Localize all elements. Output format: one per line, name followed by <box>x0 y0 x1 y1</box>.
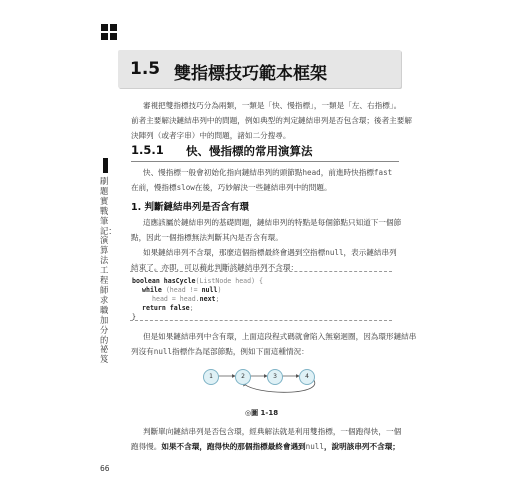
code-text: ; <box>215 295 220 303</box>
code-line-4 <box>142 304 194 312</box>
section-title-banner <box>118 50 401 88</box>
subsection-title: 快、慢指標的常用演算法 <box>186 144 313 158</box>
code-null: null <box>153 347 173 356</box>
code-keyword: boolean hasCycle <box>132 277 196 285</box>
corner-mark-icon <box>101 24 117 40</box>
text-span: 跑得慢。 <box>131 442 162 451</box>
intro-line-1: 審視把雙指標技巧分為兩類，一類是「快、慢指標」，一類是「左、右指標」。 <box>143 101 402 110</box>
code-text: head = head. <box>152 295 200 303</box>
subsection-heading <box>131 143 399 162</box>
list-node-1: 1 <box>203 369 219 385</box>
sub-intro-line-2 <box>131 180 332 195</box>
text-span: 快、慢指標一般會初始化指向鏈結串列的頭節點 <box>143 168 303 177</box>
text-span: 在前，慢指標 <box>131 183 177 192</box>
text-span: 列沒有 <box>131 347 154 356</box>
list-node-4: 4 <box>299 369 315 385</box>
section-number: 1.5 <box>130 59 161 79</box>
code-keyword: return false <box>142 304 190 312</box>
text-span: ，前進時快指標 <box>320 168 374 177</box>
side-marker-bar <box>103 158 108 173</box>
code-text: (ListNode head) { <box>195 277 264 285</box>
para3-line-1: 但是如果鏈結串列中含有環，上面這段程式碼就會陷入無窮迴圈，因為環形鏈結串 <box>143 332 417 341</box>
code-keyword: while <box>142 286 162 294</box>
text-span: ，表示鏈結串列 <box>343 248 397 257</box>
code-line-2 <box>142 286 221 294</box>
para4-line-1: 判斷單向鏈結串列是否包含環，經典解法就是利用雙指標，一個跑得快，一個 <box>143 427 402 436</box>
list-node-3: 3 <box>267 369 283 385</box>
code-null: null <box>305 442 324 451</box>
bold-text: ，說明該串列不含環； <box>323 442 400 451</box>
intro-line-3: 決陣列（或者字串）中的問題，諸如二分搜尋。 <box>131 131 291 140</box>
heading-detect-cycle: 1. 判斷鏈結串列是否含有環 <box>131 202 250 213</box>
figure-caption: ◎圖 1-18 <box>245 409 279 417</box>
code-head: head <box>302 168 321 177</box>
subsection-number: 1.5.1 <box>131 143 164 157</box>
code-text: ; <box>189 304 194 312</box>
section-title: 雙指標技巧範本框架 <box>174 64 327 84</box>
bold-text: 如果不含環，跑得快的那個指標最終會遇到 <box>161 442 306 451</box>
code-line-1 <box>132 277 263 285</box>
code-null: null <box>325 248 344 257</box>
code-block <box>130 271 392 321</box>
text-span: 如果鏈結串列不含環，那麼這個指標最終會遇到空指標 <box>143 248 326 257</box>
code-keyword: null <box>201 286 218 294</box>
code-text: (head != <box>161 286 202 294</box>
code-fast: fast <box>373 168 393 177</box>
page-number: 66 <box>100 464 110 473</box>
side-book-title: 刷題實戰筆記：演算法工程師求職加分的祕笈 <box>100 176 117 365</box>
para1-line-1: 這應該屬於鏈結串列的基礎問題，鏈結串列的特點是每個節點只知道下一個節 <box>143 218 402 227</box>
para1-line-2: 點，因此一個指標無法判斷其內是否含有環。 <box>131 233 283 242</box>
intro-line-2: 前者主要解決鏈結串列中的問題，例如典型的判定鏈結串列是否包含環；後者主要解 <box>131 116 412 125</box>
code-line-5: } <box>132 313 136 321</box>
code-slow: slow <box>176 183 195 192</box>
code-line-3 <box>152 295 220 303</box>
code-keyword: next <box>199 295 216 303</box>
para2-line-1 <box>143 245 397 260</box>
para2-line-2: 結束了。亦即，可以藉此判斷該鏈結串列不含環： <box>131 263 299 272</box>
para4-line-2 <box>131 439 400 454</box>
sub-intro-line-1 <box>143 165 392 180</box>
list-node-2: 2 <box>235 369 251 385</box>
code-text: ) <box>217 286 222 294</box>
para3-line-2 <box>131 344 309 359</box>
text-span: 指標作為尾部節點，例如下面這種情況： <box>172 347 309 356</box>
text-span: 在後，巧妙解決一些鏈結串列中的問題。 <box>194 183 332 192</box>
